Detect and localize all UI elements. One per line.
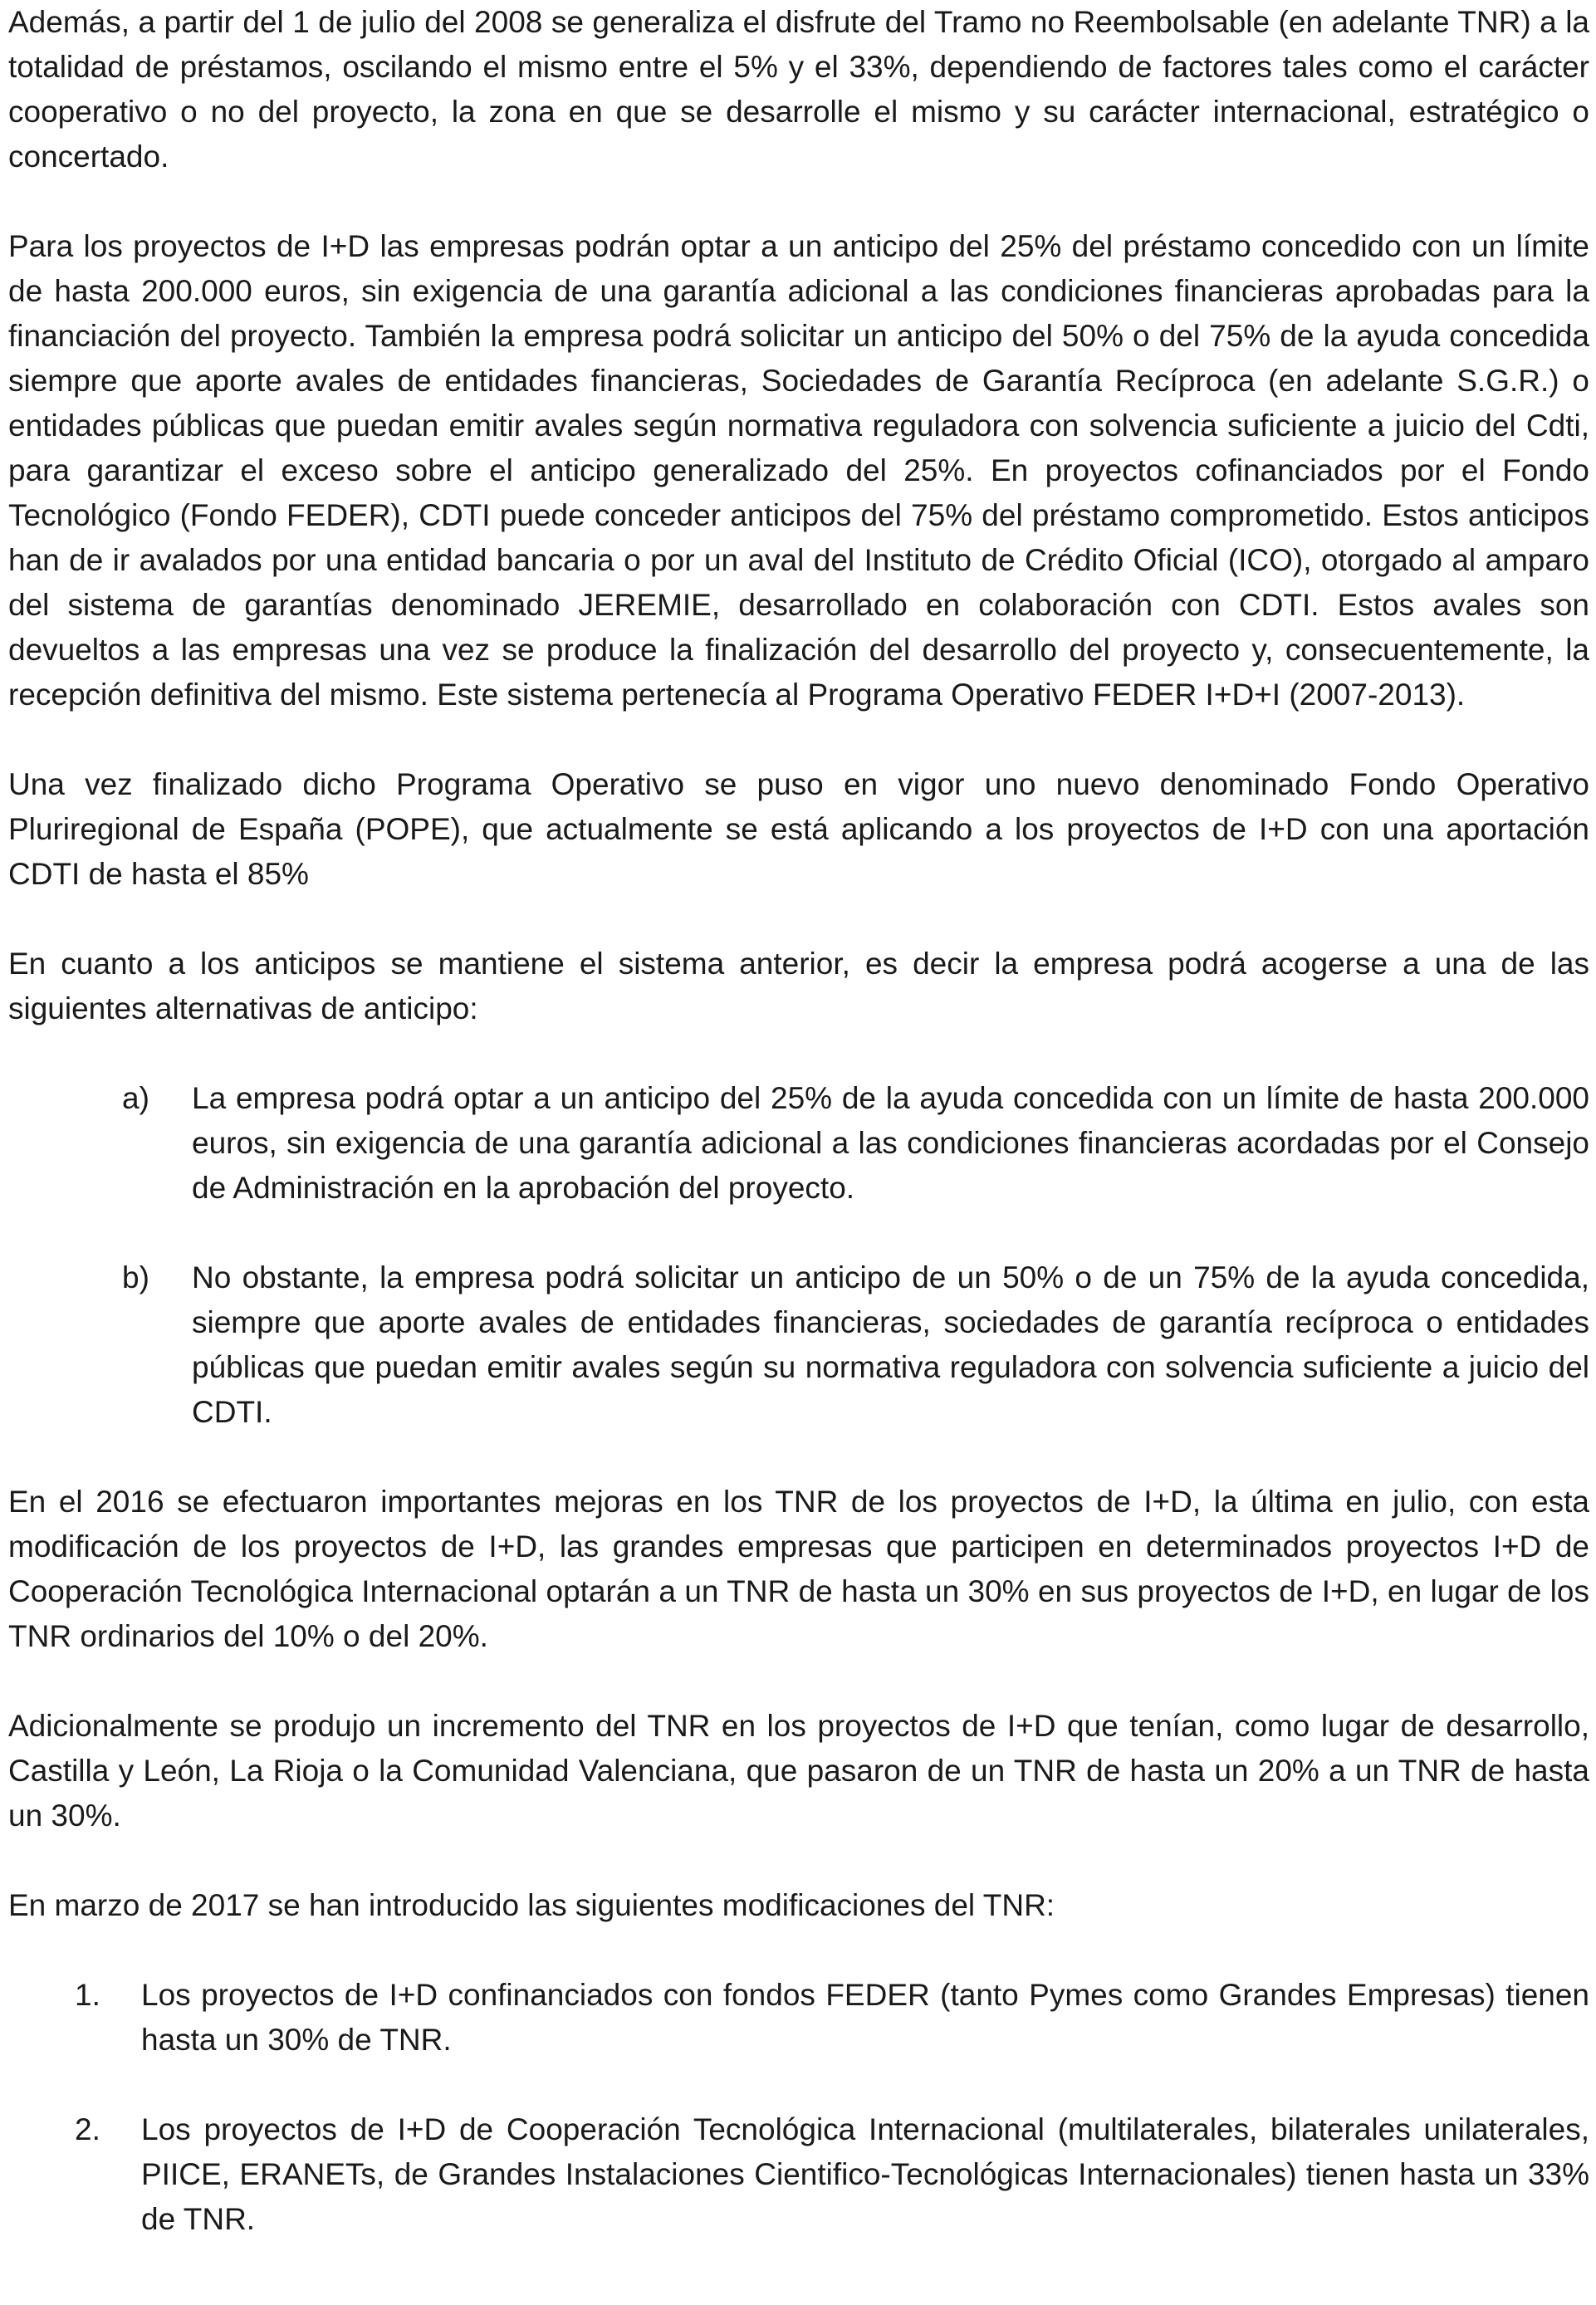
list-item-text: La empresa podrá optar a un anticipo del 25% de la ayuda concedida con un límite de hasta 200.000 euros, sin exigencia de una garantía adicional a las condiciones financieras acordadas por el Consejo de Administración en la aprobación del proyecto. — [192, 1081, 1589, 1205]
list-item — [8, 1255, 1589, 1435]
list-item-text: Los proyectos de I+D confinanciados con fondos FEDER (tanto Pymes como Grandes Empresas) tienen hasta un 30% de TNR. — [141, 1978, 1589, 2057]
list-marker: a) — [122, 1081, 149, 1115]
list-item — [8, 2107, 1589, 2242]
list-item — [8, 1076, 1589, 1211]
paragraph-tnr-intro: Además, a partir del 1 de julio del 2008 se generaliza el disfrute del Tramo no Reembolsable (en adelante TNR) a la totalidad de préstamos, oscilando el mismo entre el 5% y el 33%, dependiendo de factores tales como el carácter cooperativo o no del proyecto, la zona en que se desarrolle el mismo y su carácter internacional, estratégico o concertado. — [8, 5, 1589, 174]
list-marker: 1. — [75, 1978, 100, 2012]
list-item-text: No obstante, la empresa podrá solicitar un anticipo de un 50% o de un 75% de la ayuda concedida, siempre que aporte avales de entidades financieras, sociedades de garantía recíproca o entidades públicas que puedan emitir avales según su normativa reguladora con solvencia suficiente a juicio del CDTI. — [192, 1260, 1589, 1429]
list-marker: b) — [122, 1260, 149, 1294]
document-page — [8, 0, 1589, 2287]
paragraph-alternativas: En cuanto a los anticipos se mantiene el sistema anterior, es decir la empresa podrá acogerse a una de las siguientes alternativas de anticipo: — [8, 947, 1589, 1025]
list-item — [8, 1973, 1589, 2063]
paragraph-marzo-2017: En marzo de 2017 se han introducido las siguientes modificaciones del TNR: — [8, 1888, 1055, 1922]
paragraph-anticipos-id: Para los proyectos de I+D las empresas podrán optar a un anticipo del 25% del préstamo concedido con un límite de hasta 200.000 euros, sin exigencia de una garantía adicional a las condiciones financieras aprobadas para la financiación del proyecto. También la empresa podrá solicitar un anticipo del 50% o del 75% de la ayuda concedida siempre que aporte avales de entidades financieras, Sociedades de Garantía Recíproca (en adelante S.G.R.) o entidades públicas que puedan emitir avales según normativa reguladora con solvencia suficiente a juicio del Cdti, para garantizar el exceso sobre el anticipo generalizado del 25%. En proyectos cofinanciados por el Fondo Tecnológico (Fondo FEDER), CDTI puede conceder anticipos del 75% del préstamo comprometido. Estos anticipos han de ir avalados por una entidad bancaria o por un aval del Instituto de Crédito Oficial (ICO), otorgado al amparo del sistema de garantías denominado JEREMIE, desarrollado en colaboración con CDTI. Estos avales son devueltos a las empresas una vez se produce la finalización del desarrollo del proyecto y, consecuentemente, la recepción definitiva del mismo. Este sistema pertenecía al Programa Operativo FEDER I+D+I (2007-2013). — [8, 229, 1589, 712]
list-item-text: Los proyectos de I+D de Cooperación Tecnológica Internacional (multilaterales, bilaterales unilaterales, PIICE, ERANETs, de Grandes Instalaciones Cientifico-Tecnológicas Internacionales) tienen hasta un 33% de TNR. — [141, 2112, 1589, 2236]
list-marker: 2. — [75, 2112, 100, 2146]
alpha-list — [8, 1076, 1589, 1435]
paragraph-pope: Una vez finalizado dicho Programa Operativo se puso en vigor uno nuevo denominado Fondo Operativo Pluriregional de España (POPE), que actualmente se está aplicando a los proyectos de I+D con una aportación CDTI de hasta el 85% — [8, 767, 1589, 891]
numbered-list — [8, 1973, 1589, 2242]
paragraph-2016: En el 2016 se efectuaron importantes mejoras en los TNR de los proyectos de I+D, la última en julio, con esta modificación de los proyectos de I+D, las grandes empresas que participen en determinados proyectos I+D de Cooperación Tecnológica Internacional optarán a un TNR de hasta un 30% en sus proyectos de I+D, en lugar de los TNR ordinarios del 10% o del 20%. — [8, 1485, 1589, 1653]
paragraph-incremento: Adicionalmente se produjo un incremento del TNR en los proyectos de I+D que tenían, como lugar de desarrollo, Castilla y León, La Rioja o la Comunidad Valenciana, que pasaron de un TNR de hasta un 20% a un TNR de hasta un 30%. — [8, 1709, 1589, 1833]
